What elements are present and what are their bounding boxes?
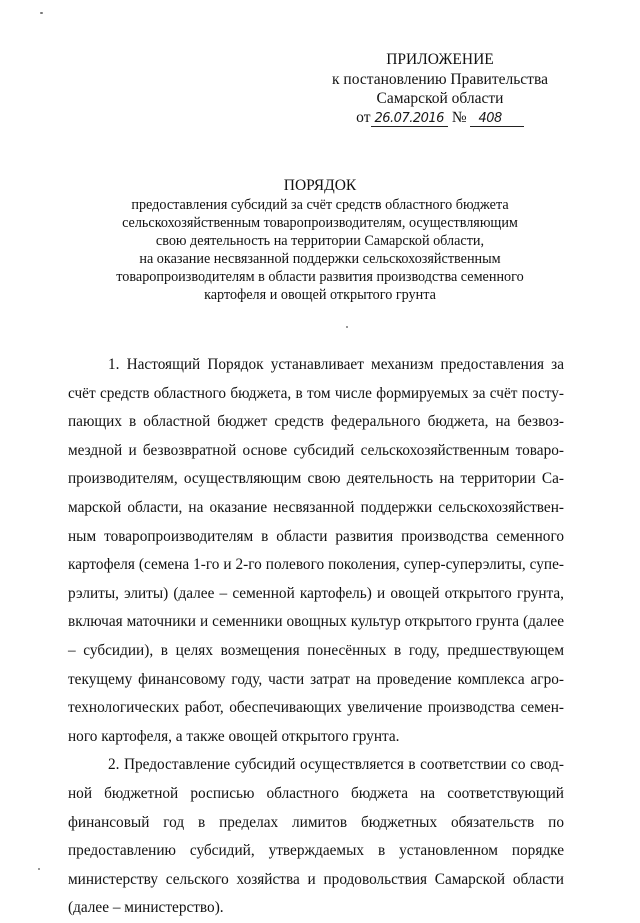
appendix-header: [320, 50, 560, 128]
order-heading: [70, 176, 570, 304]
document-body: [68, 351, 564, 923]
handwritten-date: 26.07.2016: [371, 111, 448, 127]
order-subtitle: [70, 196, 570, 304]
scan-speck: [40, 12, 43, 14]
number-prefix: №: [451, 109, 467, 126]
appendix-line-1: к постановлению Правительства: [332, 71, 548, 88]
date-number-line: [356, 108, 524, 128]
subtitle-line: сельскохозяйственным товаропроизводителям, осуществляющим: [122, 215, 518, 231]
date-prefix: от: [356, 109, 371, 126]
scan-speck: [346, 326, 348, 328]
order-title: ПОРЯДОК: [283, 177, 357, 194]
paragraph-2: 2. Предоставление субсидий осуществляется в соответствии со сводной бюджетной росписью областного бюджета на соответствующий финансовый год в пределах лимитов бюджетных обязательств по предоставлению субсидий, утверждаемых в установленном порядке министерству сельского хозяйства и продовольствия Самарской области (далее – министерство).: [68, 756, 564, 917]
subtitle-line: картофеля и овощей открытого грунта: [204, 287, 436, 303]
paragraph-1: 1. Настоящий Порядок устанавливает механизм предоставления за счёт средств областного бюджета, в том числе формируемых за счёт поступающих в областной бюджет средств федерального бюджета, на безвозмездной и безвозвратной основе субсидий сельскохозяйственным товаропроизводителям, осуществляющим свою деятельность на территории Самарской области, на оказание несвязанной поддержки сельскохозяйственным товаропроизводителям в области развития производства семенного картофеля (семена 1-го и 2-го полевого поколения, супер-суперэлиты, суперэлиты, элиты) (далее – семенной картофель) и овощей открытого грунта, включая маточники и семенники овощных культур открытого грунта (далее – субсидии), в целях возмещения понесённых в году, предшествующем текущему финансовому году, части затрат на проведение комплекса агротехнологических работ, обеспечивающих увеличение производства семенного картофеля, а также овощей открытого грунта.: [68, 356, 564, 745]
subtitle-line: на оказание несвязанной поддержки сельскохозяйственным: [139, 251, 501, 267]
appendix-title: ПРИЛОЖЕНИЕ: [386, 51, 494, 68]
subtitle-line: свою деятельность на территории Самарской области,: [155, 233, 485, 249]
appendix-line-2: Самарской области: [376, 90, 504, 107]
scan-speck: [38, 868, 40, 870]
handwritten-number: 408: [470, 111, 523, 127]
subtitle-line: предоставления субсидий за счёт средств областного бюджета: [131, 197, 509, 213]
subtitle-line: товаропроизводителям в области развития производства семенного: [116, 269, 524, 285]
